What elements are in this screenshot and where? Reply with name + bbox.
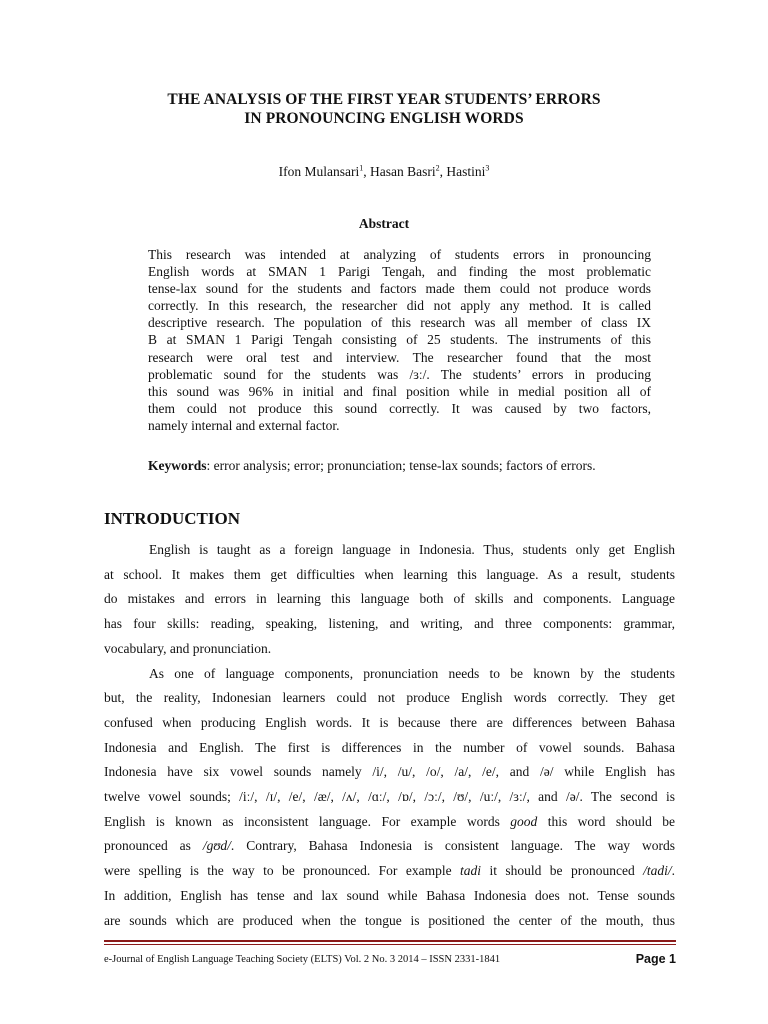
author-name: Ifon Mulansari [278,164,360,179]
journal-citation: e-Journal of English Language Teaching Society (ELTS) Vol. 2 No. 3 2014 – ISSN 2331-1841 [104,954,501,965]
author-name: Hasan Basri [370,164,436,179]
paragraph-line: has four skills: reading, speaking, listening, and writing, and three components: grammar, [104,616,675,632]
abstract-line: correctly. In this research, the researcher did not apply any method. It is called [148,298,651,314]
author-affiliation-mark: 2 [435,163,440,173]
page-number: Page 1 [635,952,676,966]
paragraph-line: English is taught as a foreign language in Indonesia. Thus, students only get English [149,542,675,557]
author-separator: , [363,164,370,179]
paragraph-line: do mistakes and errors in learning this language both of skills and components. Language [104,591,675,607]
italic-example-word: tadi [460,863,482,879]
keywords-label: Keywords [148,458,207,473]
paragraph-line: As one of language components, pronunciation needs to be known by the students [149,665,675,681]
paragraph-line [104,859,675,884]
italic-transcription: /tadi/ [643,863,672,879]
abstract-line: them could not produce this sound correctly. It was caused by two factors, [148,400,651,416]
paper-title [0,90,768,128]
title-line-2: IN PRONOUNCING ENGLISH WORDS [244,110,524,127]
paragraph-line: confused when producing English words. It is because there are differences between Bahasa [104,714,675,730]
line-text: pronounced as [104,838,203,854]
paragraph-line: Indonesia and English. The first is differences in the number of vowel sounds. Bahasa [104,739,675,755]
paragraph-line [104,810,675,835]
paragraph-line: vocabulary, and pronunciation. [104,640,272,656]
abstract-line: namely internal and external factor. [148,417,340,433]
line-text: English is known as inconsistent language. For example words [104,813,511,829]
abstract-line: B at SMAN 1 Parigi Tengah consisting of 25 students. The instruments of this [148,332,651,348]
keywords-text: : error analysis; error; pronunciation; tense-lax sounds; factors of errors. [206,458,596,473]
line-text: . [671,863,676,879]
line-text: this word should be [537,813,676,829]
abstract-line: This research was intended at analyzing of students errors in pronouncing [148,247,651,262]
title-line-1: THE ANALYSIS OF THE FIRST YEAR STUDENTS’ ERRORS [167,91,601,108]
author-name: Hastini [446,164,486,179]
paragraph-line [104,834,675,859]
abstract-line: descriptive research. The population of this research was all member of class IX [148,315,651,331]
author-separator: , [439,164,447,179]
abstract-line: research were oral test and interview. The researcher found that the most [148,349,651,365]
author-list [0,163,768,180]
italic-transcription: /gʊd/ [202,838,231,854]
footer-rule-thin [104,944,676,945]
paragraph-line: are sounds which are produced when the tongue is positioned the center of the mouth, thus [104,912,675,928]
line-text: . Contrary, Bahasa Indonesia is consistent language. The way words [230,838,675,854]
abstract-line: problematic sound for the students was /ɜː/. The students’ errors in producing [148,366,651,382]
section-heading-introduction: INTRODUCTION [104,509,241,528]
abstract-line: tense-lax sound for the students and factors made them could not produce words [148,281,651,297]
paragraph-line: In addition, English has tense and lax sound while Bahasa Indonesia does not. Tense sounds [104,887,675,903]
author-affiliation-mark: 1 [359,163,364,173]
abstract-line: this sound was 96% in initial and final position while in medial position all of [148,383,651,399]
abstract-body [148,246,651,434]
line-text: it should be pronounced [481,863,644,879]
keywords [148,458,668,474]
paragraph-line: Indonesia have six vowel sounds namely /i/, /u/, /o/, /a/, /e/, and /ə/ while English has [104,764,675,780]
abstract-line: English words at SMAN 1 Parigi Tengah, and finding the most problematic [148,264,651,280]
abstract-heading: Abstract [358,216,410,231]
introduction-body [104,538,675,933]
paragraph-line: at school. It makes them get difficulties when learning this language. As a result, students [104,566,675,582]
paragraph-line: twelve vowel sounds; /iː/, /ɪ/, /e/, /æ/, /ʌ/, /ɑː/, /ɒ/, /ɔː/, /ʊ/, /uː/, /ɜː/, and /ə/. The second is [104,789,675,805]
author-affiliation-mark: 3 [485,163,490,173]
paragraph-line: but, the reality, Indonesian learners could not produce English words correctly. They get [104,690,675,706]
italic-example-word: good [510,813,538,829]
footer-rule-thick [104,940,676,942]
line-text: were spelling is the way to be pronounced. For example [104,863,461,879]
